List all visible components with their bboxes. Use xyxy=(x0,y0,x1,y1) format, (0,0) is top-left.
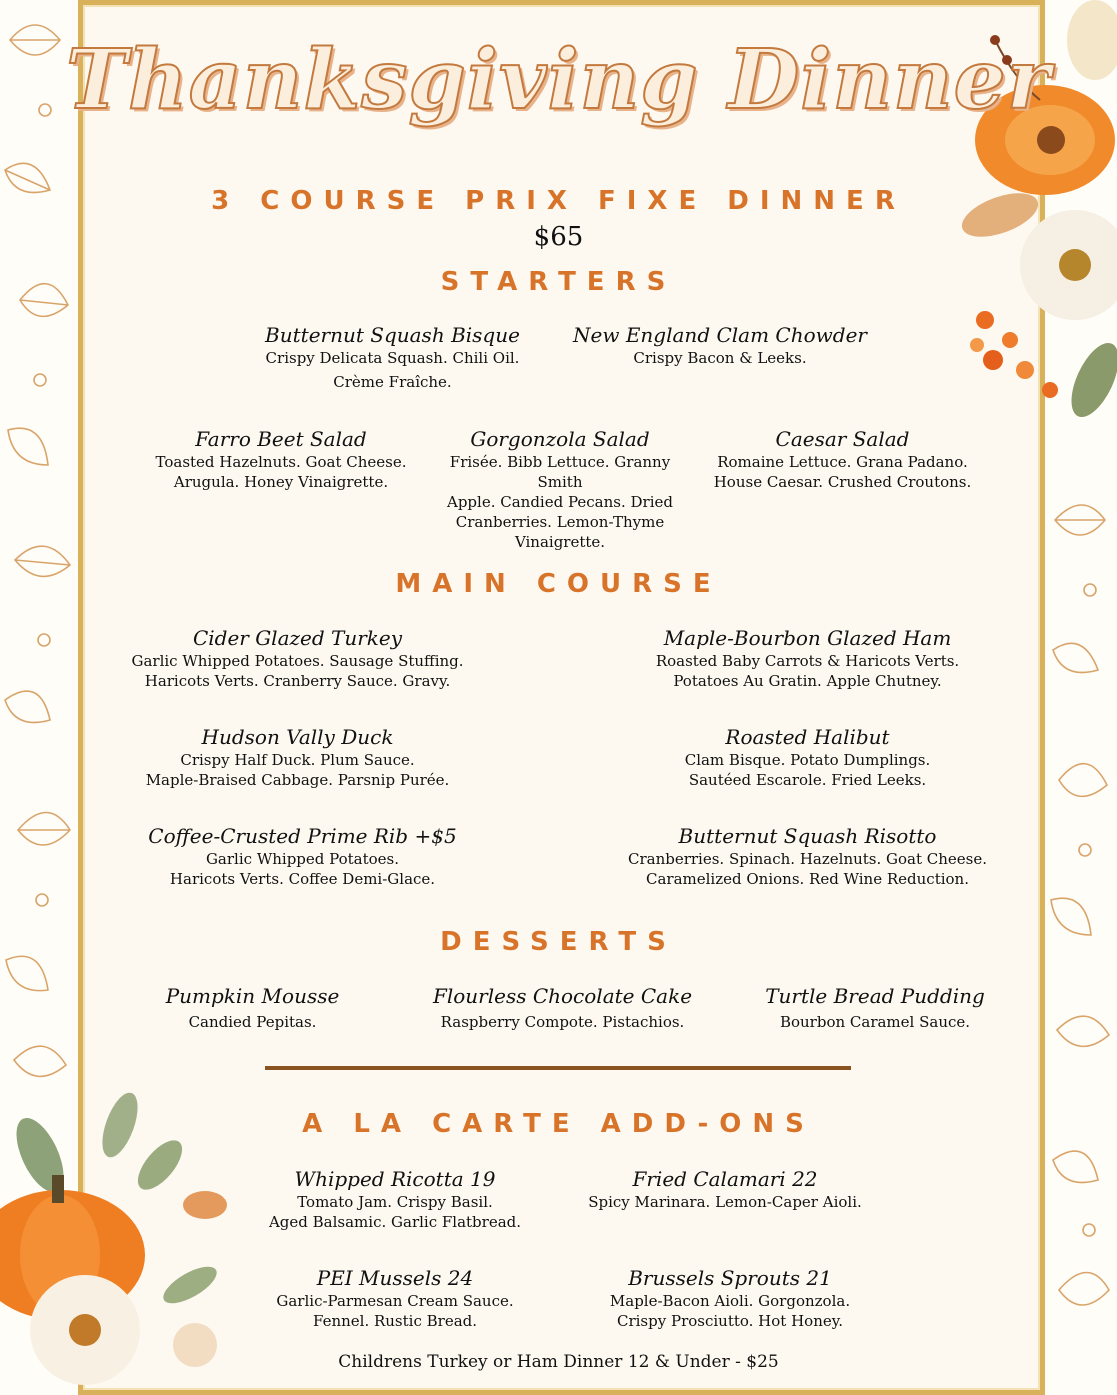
item-desc: Cranberries. Lemon-Thyme xyxy=(455,513,665,531)
item-desc: Haricots Verts. Coffee Demi-Glace. xyxy=(169,870,436,888)
menu-title: Thanksgiving Dinner xyxy=(65,32,1052,128)
item-name: Pumpkin Mousse xyxy=(165,984,340,1008)
menu-item xyxy=(580,1265,880,1331)
item-desc: Garlic Whipped Potatoes. xyxy=(205,850,400,868)
item-name: Fried Calamari 22 xyxy=(632,1167,818,1191)
item-desc: Crème Fraîche. xyxy=(333,373,452,391)
item-name: Caesar Salad xyxy=(775,427,910,451)
menu-item xyxy=(125,823,480,889)
item-name: Flourless Chocolate Cake xyxy=(432,984,693,1008)
item-name: Gorgonzola Salad xyxy=(470,427,650,451)
item-desc: Sautéed Escarole. Fried Leeks. xyxy=(688,771,927,789)
menu-item xyxy=(575,1166,875,1212)
item-desc: Vinaigrette. xyxy=(514,533,606,551)
item-name: Hudson Vally Duck xyxy=(201,725,394,749)
item-desc: Spicy Marinara. Lemon-Caper Aioli. xyxy=(588,1193,862,1211)
menu-item xyxy=(145,426,417,492)
item-desc: Arugula. Honey Vinaigrette. xyxy=(173,473,389,491)
menu-item xyxy=(125,724,470,790)
childrens-dinner-note: Childrens Turkey or Ham Dinner 12 & Under - $25 xyxy=(338,1352,779,1372)
section-heading-desserts: DESSERTS xyxy=(440,927,677,957)
item-name: Maple-Bourbon Glazed Ham xyxy=(663,626,952,650)
item-desc: Maple-Braised Cabbage. Parsnip Purée. xyxy=(145,771,450,789)
item-name: Turtle Bread Pudding xyxy=(765,984,985,1008)
section-heading-starters: STARTERS xyxy=(440,267,677,297)
menu-item xyxy=(420,983,705,1032)
menu-item xyxy=(125,625,470,691)
item-desc: Roasted Baby Carrots & Haricots Verts. xyxy=(655,652,960,670)
menu-item xyxy=(640,724,975,790)
section-heading-addons: A LA CARTE ADD-ONS xyxy=(302,1109,815,1139)
menu-item xyxy=(570,322,870,368)
menu-item xyxy=(140,983,365,1032)
item-desc: Toasted Hazelnuts. Goat Cheese. xyxy=(155,453,407,471)
menu-item xyxy=(250,322,535,392)
item-name: Whipped Ricotta 19 xyxy=(294,1167,496,1191)
item-desc: Crispy Half Duck. Plum Sauce. xyxy=(180,751,415,769)
prix-fixe-price: $65 xyxy=(533,222,584,252)
item-desc: Aged Balsamic. Garlic Flatbread. xyxy=(268,1213,522,1231)
menu-item xyxy=(705,426,980,492)
menu-item xyxy=(425,426,695,552)
item-name: Butternut Squash Bisque xyxy=(265,323,520,347)
item-desc: Crispy Delicata Squash. Chili Oil. xyxy=(265,349,520,367)
item-desc: Romaine Lettuce. Grana Padano. xyxy=(717,453,968,471)
section-divider xyxy=(265,1066,851,1070)
item-name: Roasted Halibut xyxy=(725,725,890,749)
item-desc: Haricots Verts. Cranberry Sauce. Gravy. xyxy=(144,672,451,690)
item-desc: Apple. Candied Pecans. Dried xyxy=(447,493,673,511)
section-heading-main-course: MAIN COURSE xyxy=(395,569,722,599)
item-name: Farro Beet Salad xyxy=(195,427,367,451)
item-name: Brussels Sprouts 21 xyxy=(628,1266,832,1290)
item-desc: Frisée. Bibb Lettuce. Granny Smith xyxy=(449,453,671,491)
item-desc: Bourbon Caramel Sauce. xyxy=(779,1013,971,1031)
item-desc: Fennel. Rustic Bread. xyxy=(312,1312,478,1330)
item-desc: Garlic Whipped Potatoes. Sausage Stuffing. xyxy=(131,652,464,670)
menu-item xyxy=(640,625,975,691)
item-name: Butternut Squash Risotto xyxy=(678,824,937,848)
item-name: Coffee-Crusted Prime Rib +$5 xyxy=(148,824,457,848)
menu-item xyxy=(245,1166,545,1232)
item-desc: Tomato Jam. Crispy Basil. xyxy=(297,1193,493,1211)
item-name: Cider Glazed Turkey xyxy=(192,626,403,650)
prix-fixe-subtitle: 3 COURSE PRIX FIXE DINNER xyxy=(211,186,906,216)
item-desc: Potatoes Au Gratin. Apple Chutney. xyxy=(673,672,942,690)
menu-item xyxy=(245,1265,545,1331)
item-desc: House Caesar. Crushed Croutons. xyxy=(713,473,972,491)
item-desc: Garlic-Parmesan Cream Sauce. xyxy=(276,1292,514,1310)
item-desc: Crispy Bacon & Leeks. xyxy=(633,349,807,367)
menu-item xyxy=(745,983,1005,1032)
item-desc: Candied Pepitas. xyxy=(188,1013,317,1031)
item-desc: Cranberries. Spinach. Hazelnuts. Goat Cheese. xyxy=(627,850,988,868)
item-desc: Maple-Bacon Aioli. Gorgonzola. xyxy=(609,1292,851,1310)
item-desc: Crispy Prosciutto. Hot Honey. xyxy=(616,1312,843,1330)
item-name: New England Clam Chowder xyxy=(573,323,867,347)
item-desc: Raspberry Compote. Pistachios. xyxy=(440,1013,685,1031)
item-name: PEI Mussels 24 xyxy=(316,1266,474,1290)
item-desc: Clam Bisque. Potato Dumplings. xyxy=(684,751,931,769)
item-desc: Caramelized Onions. Red Wine Reduction. xyxy=(646,870,969,888)
menu-item xyxy=(615,823,1000,889)
